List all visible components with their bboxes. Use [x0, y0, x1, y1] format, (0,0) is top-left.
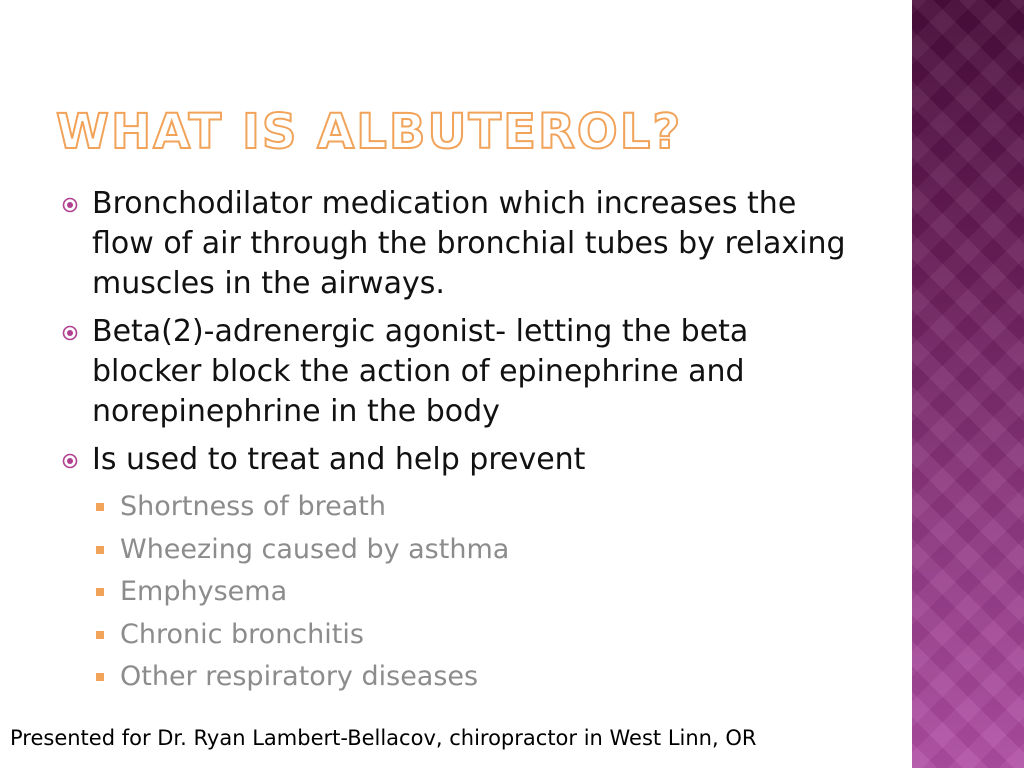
square-icon: [96, 673, 104, 681]
sub-bullet-text: Chronic bronchitis: [120, 618, 364, 650]
sub-bullet-item: [96, 656, 862, 699]
bullet-text: Beta(2)-adrenergic agonist- letting the beta blocker block the action of epinephrine and norepinephrine in the body: [92, 314, 749, 429]
circle-dot-icon: [62, 312, 86, 352]
presenter-footer: Presented for Dr. Ryan Lambert-Bellacov, chiropractor in West Linn, OR: [10, 726, 757, 750]
square-icon: [96, 503, 104, 511]
sub-bullet-text: Shortness of breath: [120, 491, 387, 522]
bullet-text: Bronchodilator medication which increases the flow of air through the bronchial tubes by relaxing muscles in the airways.: [92, 186, 846, 301]
sub-bullet-text: Wheezing caused by asthma: [120, 533, 510, 565]
sub-bullet-text: Other respiratory diseases: [120, 661, 479, 692]
bullet-text: Is used to treat and help prevent: [92, 442, 586, 477]
sub-bullet-item: [96, 614, 862, 657]
square-icon: [96, 588, 104, 596]
square-icon: [96, 631, 104, 639]
sub-bullet-item: [96, 529, 862, 572]
slide-title: WHAT IS ALBUTEROL?: [56, 104, 683, 160]
circle-dot-icon: [62, 184, 86, 224]
sub-bullet-text: Emphysema: [120, 576, 288, 607]
decorative-side-band: [912, 0, 1024, 768]
sub-bullet-list: [96, 486, 862, 699]
sub-bullet-item: [96, 486, 862, 529]
sub-bullet-item: [96, 571, 862, 614]
circle-dot-icon: [62, 440, 86, 480]
bullet-item: [62, 312, 862, 432]
bullet-item: [62, 440, 862, 480]
slide-content: [62, 184, 862, 699]
square-icon: [96, 546, 104, 554]
bullet-item: [62, 184, 862, 304]
